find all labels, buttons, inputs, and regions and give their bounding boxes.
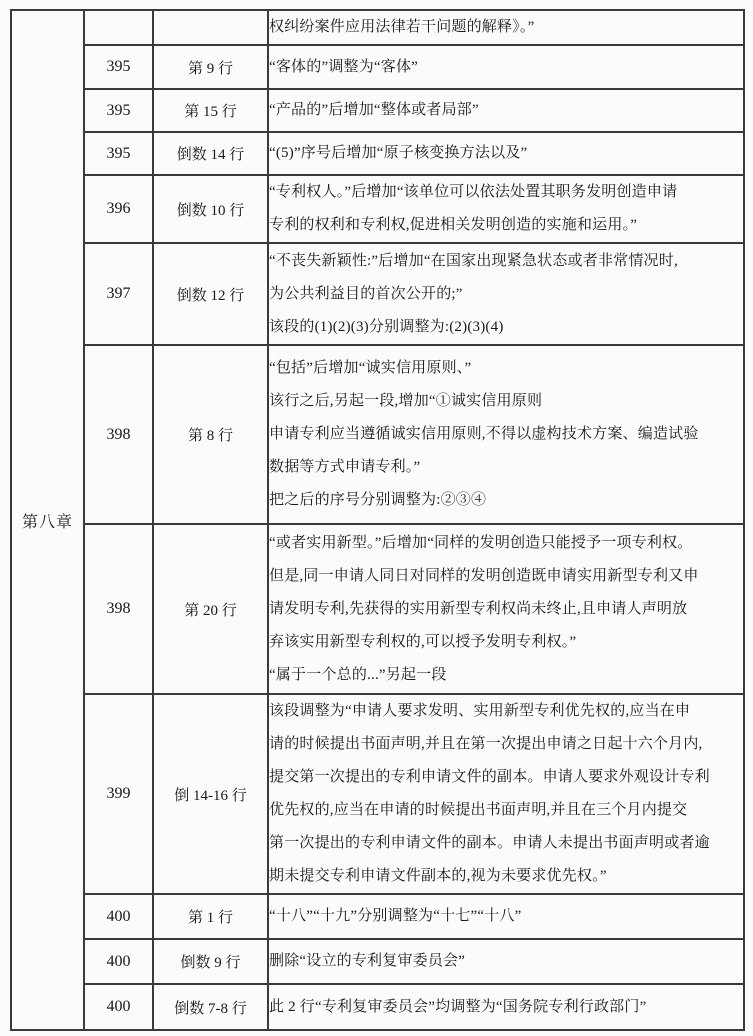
revision-line: 该行之后,另起一段,增加“①诚实信用原则 (269, 393, 543, 409)
line-ref-cell: 第 20 行 (153, 524, 268, 694)
revision-line: “或者实用新型。”后增加“同样的发明创造只能授予一项专利权。 (269, 534, 693, 551)
revision-line: 第一次提出的专利申请文件的副本。申请人未提出书面声明或者逾 (269, 835, 710, 851)
revision-line: 为公共利益目的首次公开的;” (269, 285, 463, 302)
line-ref-cell: 第 1 行 (153, 894, 268, 939)
revision-line: 权纠纷案件应用法律若干问题的解释》。” (269, 19, 535, 35)
page-number-cell (84, 10, 153, 45)
revision-line: 数据等方式申请专利。” (269, 459, 421, 475)
revision-line: “包括”后增加“诚实信用原则、” (269, 360, 472, 376)
revision-line: “专利权人。”后增加“该单位可以依法处置其职务发明创造申请 (269, 184, 678, 200)
page-number-cell: 399 (84, 694, 153, 894)
chapter-cell: 第八章 (11, 10, 84, 1030)
page-number-cell: 400 (84, 984, 153, 1030)
revision-line: “十八”“十九”分别调整为“十七”“十八” (269, 908, 522, 924)
line-ref-cell: 倒数 9 行 (153, 939, 268, 984)
revision-text-cell (268, 243, 744, 345)
page-number-cell: 395 (84, 132, 153, 175)
revision-line: 该段的(1)(2)(3)分别调整为:(2)(3)(4) (269, 318, 504, 335)
revision-line: 期未提交专利申请文件副本的,视为未要求优先权。” (269, 868, 607, 884)
revision-line: 申请专利应当遵循诚实信用原则,不得以虚构技术方案、编造试验 (269, 426, 699, 442)
page-number-cell: 398 (84, 345, 153, 524)
revision-line: “产品的”后增加“整体或者局部” (269, 102, 479, 118)
page-number-cell: 395 (84, 45, 153, 89)
page-number-cell: 395 (84, 89, 153, 132)
line-ref-cell: 倒 14-16 行 (153, 694, 268, 894)
revision-text-cell (268, 89, 744, 132)
revision-text-cell (268, 345, 744, 524)
revision-line: 专利的权利和专利权,促进相关发明创造的实施和运用。” (269, 217, 638, 233)
table-row (11, 894, 744, 939)
page-number-cell: 400 (84, 939, 153, 984)
revision-line: “不丧失新颖性:”后增加“在国家出现紧急状态或者非常情况时, (269, 252, 678, 269)
revision-table (10, 9, 745, 1031)
line-ref-cell: 倒数 12 行 (153, 243, 268, 345)
revision-line: 此 2 行“专利复审委员会”均调整为“国务院专利行政部门” (269, 998, 647, 1015)
revision-line: 优先权的,应当在申请的时候提出书面声明,并且在三个月内提交 (269, 802, 688, 818)
table-row (11, 89, 744, 132)
table-row (11, 243, 744, 345)
revision-line: 把之后的序号分别调整为:②③④ (269, 492, 487, 508)
table-row (11, 10, 744, 45)
line-ref-cell (153, 10, 268, 45)
line-ref-cell: 倒数 7-8 行 (153, 984, 268, 1030)
line-ref-cell: 第 8 行 (153, 345, 268, 524)
revision-text-cell (268, 524, 744, 694)
revision-line: “客体的”调整为“客体” (269, 58, 419, 75)
revision-line: 该段调整为“申请人要求发明、实用新型专利优先权的,应当在申 (269, 703, 691, 719)
line-ref-cell: 倒数 14 行 (153, 132, 268, 175)
revision-line: 删除“设立的专利复审委员会” (269, 953, 466, 969)
revision-text-cell (268, 45, 744, 89)
table-row (11, 345, 744, 524)
page-number-cell: 396 (84, 175, 153, 243)
revision-line: “属于一个总的...”另起一段 (269, 666, 447, 683)
revision-text-cell (268, 132, 744, 175)
table-row (11, 524, 744, 694)
revision-text-cell (268, 984, 744, 1030)
revision-text-cell (268, 175, 744, 243)
revision-line: 但是,同一申请人同日对同样的发明创造既申请实用新型专利又申 (269, 567, 699, 584)
table-body (11, 10, 744, 1030)
revision-text-cell (268, 939, 744, 984)
revision-text-cell (268, 894, 744, 939)
revision-line: “(5)”序号后增加“原子核变换方法以及” (269, 145, 528, 161)
table-row (11, 984, 744, 1030)
revision-line: 请发明专利,先获得的实用新型专利权尚未终止,且申请人声明放 (269, 600, 688, 617)
revision-text-cell (268, 694, 744, 894)
revision-line: 提交第一次提出的专利申请文件的副本。申请人要求外观设计专利 (269, 769, 710, 785)
page-number-cell: 398 (84, 524, 153, 694)
table-row (11, 132, 744, 175)
line-ref-cell: 第 9 行 (153, 45, 268, 89)
line-ref-cell: 倒数 10 行 (153, 175, 268, 243)
table-row (11, 939, 744, 984)
page-number-cell: 400 (84, 894, 153, 939)
page-number-cell: 397 (84, 243, 153, 345)
revision-line: 弃该实用新型专利权的,可以授予发明专利权。” (269, 633, 577, 650)
line-ref-cell: 第 15 行 (153, 89, 268, 132)
revision-line: 请的时候提出书面声明,并且在第一次提出申请之日起十六个月内, (269, 736, 703, 752)
table-row (11, 45, 744, 89)
revision-text-cell (268, 10, 744, 45)
table-row (11, 175, 744, 243)
table-row (11, 694, 744, 894)
